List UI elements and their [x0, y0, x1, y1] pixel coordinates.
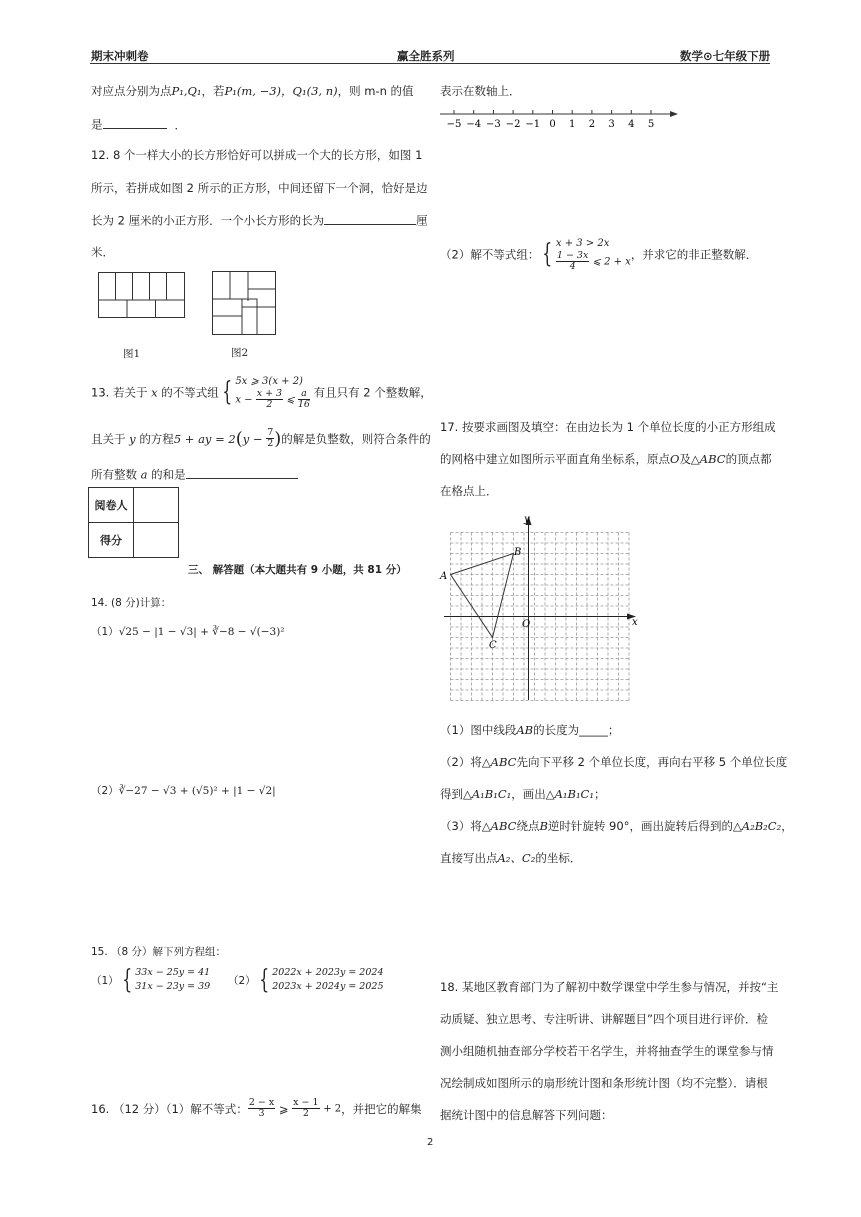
q18-line3: 测小组随机抽查部分学校若干名学生，并将抽查学生的课堂参与情: [440, 1044, 774, 1058]
number-line-label: 4: [628, 119, 635, 130]
math: 5 + ay = 2: [173, 431, 236, 446]
q13-line2: [91, 428, 431, 450]
q14-part1: [91, 624, 285, 639]
math: x: [151, 385, 158, 400]
math: ⩾: [278, 1101, 289, 1116]
q15-title: 15. （8 分）解下列方程组：: [91, 946, 227, 958]
text: 13. 若关于: [91, 385, 148, 400]
text: 的和是: [151, 467, 186, 482]
num: 7: [267, 427, 274, 438]
math: P₁,Q₁: [171, 84, 202, 98]
q15-part1: [91, 966, 210, 995]
equation-system: [135, 966, 210, 995]
number-line-label: −2: [505, 119, 521, 130]
text: 是: [91, 117, 103, 132]
q12-line3: [91, 212, 428, 229]
q17-part2b: [440, 786, 605, 802]
label-B: B: [514, 547, 522, 558]
den: 4: [569, 261, 576, 273]
text: （1）图中线段: [440, 723, 517, 737]
text: 长为 2 厘米的小正方形．一个小长方形的长为: [91, 213, 325, 228]
brace: {: [121, 965, 132, 996]
text: 的解是负整数，则符合条件的: [281, 431, 431, 446]
math: A₂B₂C₂: [741, 819, 782, 833]
math: P₁(m, −3): [224, 84, 282, 98]
text: ，若: [201, 84, 225, 98]
text: ，则 m-n 的值: [337, 84, 414, 98]
math: O: [670, 452, 680, 466]
num: a: [298, 389, 310, 400]
q18-line1: 18. 某地区教育部门为了解初中数学课堂中学生参与情况，并按“主: [440, 980, 779, 994]
text: ，并把它的解集: [341, 1101, 422, 1116]
number-line-label: −1: [525, 119, 541, 130]
math: + 2: [323, 1103, 342, 1115]
text: ，画出△: [511, 787, 555, 801]
eq: 33x − 25y = 41: [135, 967, 211, 978]
q18-line4: 况绘制成如图所示的扇形统计图和条形统计图（均不完整）．请根: [440, 1076, 768, 1090]
q17-line2: [440, 451, 772, 467]
label: （2）: [228, 974, 256, 987]
q17-line3: 在格点上．: [440, 484, 498, 498]
q16-line2: 表示在数轴上．: [440, 84, 521, 98]
score-cell[interactable]: [134, 523, 179, 558]
eq: 2022x + 2023y = 2024: [272, 967, 384, 978]
math: a: [140, 467, 148, 482]
q17-part3b: [440, 850, 581, 866]
text: ，: [781, 819, 793, 833]
math: AB: [516, 723, 534, 737]
math: A₁B₁C₁: [471, 787, 512, 801]
text: ，并求它的非正整数解．: [630, 247, 758, 262]
header-center: 赢全胜系列: [397, 49, 455, 63]
paren: (: [235, 428, 243, 450]
q17-part3: [440, 818, 793, 834]
q18-line2: 动质疑、独立思考、专注听讲、讲解题目”四个项目进行评价．检: [440, 1012, 768, 1026]
q11-continued-line: [91, 83, 414, 99]
label: （2）: [91, 785, 119, 797]
text: 所有整数: [91, 467, 137, 482]
ineq1: x + 3 > 2x: [555, 238, 610, 249]
fraction: [298, 389, 310, 411]
text: 的方程: [139, 431, 174, 446]
q16-line1: [91, 1098, 422, 1120]
q18-line5: 据统计图中的信息解答下列问题：: [440, 1108, 613, 1122]
text: ．: [174, 117, 186, 132]
q11-answer-line: [91, 116, 186, 133]
text: 绕点: [516, 819, 540, 833]
text: 先向下平移 2 个单位长度，再向右平移 5 个单位长度: [516, 755, 788, 769]
figure2-square: [212, 271, 278, 337]
math: x −: [235, 394, 253, 406]
text: 及△: [679, 452, 700, 466]
label-x: x: [632, 617, 638, 628]
text: 的顶点都: [725, 452, 772, 466]
eq: 2023x + 2024y = 2025: [272, 981, 384, 993]
header-rule: [90, 63, 770, 64]
q13-line1: [91, 374, 432, 414]
text: 有且只有 2 个整数解，: [313, 385, 432, 400]
ineq1: 5x ⩾ 3(x + 2): [235, 376, 303, 387]
figure1-caption: 图1: [123, 348, 141, 360]
q12-line2: 所示，若拼成如图 2 所示的正方形，中间还留下一个洞，恰好是边: [91, 181, 428, 195]
page-number: 2: [427, 1137, 434, 1148]
number-line-label: 1: [569, 119, 576, 130]
inequality-system: [556, 236, 631, 273]
label: （1）: [91, 626, 119, 638]
text: ；: [593, 787, 606, 801]
text: 且关于: [91, 431, 126, 446]
score-table: [88, 487, 179, 558]
math: ABC: [699, 452, 726, 466]
text: 的网格中建立如图所示平面直角坐标系，原点: [440, 452, 670, 466]
inequality-system: [235, 374, 310, 411]
math: ABC: [490, 819, 517, 833]
q15-part2: [228, 966, 384, 995]
text: 16. （12 分）（1）解不等式：: [91, 1101, 248, 1116]
q13-line3: [91, 466, 298, 483]
answer-blank[interactable]: [103, 116, 167, 129]
ineq2: [556, 251, 631, 273]
figure1-rectangles: [98, 272, 186, 320]
label-y: y: [524, 514, 530, 525]
score-label: 得分: [89, 523, 134, 558]
paren: ): [274, 428, 282, 450]
label-A: A: [440, 571, 448, 582]
math: √25 − |1 − √3| + ∛−8 − √(−3)²: [118, 626, 285, 638]
ineq2: [235, 389, 310, 411]
q16-part2: [440, 236, 757, 278]
text: （3）将△: [440, 819, 491, 833]
q14-part2: [91, 783, 276, 798]
num: 1 − 3x: [556, 250, 589, 261]
text: 对应点分别为点: [91, 84, 172, 98]
brace: {: [222, 377, 233, 408]
text: 逆时针旋转 90°，画出旋转后得到的△: [547, 819, 742, 833]
text: （2）将△: [440, 755, 491, 769]
math: B: [539, 819, 548, 833]
number-line-label: 3: [608, 119, 615, 130]
fraction: [556, 251, 589, 273]
brace: {: [542, 239, 553, 270]
q12-line1: 12. 8 个一样大小的长方形恰好可以拼成一个大的长方形，如图 1: [91, 148, 423, 162]
number-line-label: 5: [647, 119, 655, 130]
math: ⩽: [286, 394, 295, 406]
answer-blank[interactable]: [324, 212, 416, 225]
eq: 31x − 23y = 39: [135, 981, 211, 993]
coordinate-grid: [438, 512, 642, 702]
math: ，Q₁(3, n): [281, 84, 338, 98]
q17-part1: [440, 722, 619, 738]
den: 16: [297, 399, 310, 411]
figure2-caption: 图2: [231, 347, 249, 359]
text: （2）解不等式组：: [440, 247, 540, 262]
label-O: O: [522, 619, 531, 630]
text: 厘: [416, 213, 428, 228]
math: ABC: [490, 755, 517, 769]
number-line-label: −4: [466, 119, 482, 130]
number-line-label: −5: [446, 119, 462, 130]
text: 的坐标．: [535, 851, 582, 865]
math: A₂、C₂: [497, 851, 536, 865]
fraction: [292, 1098, 319, 1120]
number-line-label: 2: [588, 119, 596, 130]
fraction: [248, 1098, 275, 1120]
reviewer-cell[interactable]: [134, 488, 179, 523]
math: y: [129, 431, 136, 446]
q14-title: 14. (8 分)计算：: [91, 597, 172, 609]
label-C: C: [489, 640, 497, 651]
text: 直接写出点: [440, 851, 498, 865]
den: 2: [267, 438, 274, 450]
text: 的不等式组: [161, 385, 219, 400]
math: ∛−27 − √3 + (√5)² + |1 − √2|: [118, 785, 276, 797]
q17-part2: [440, 754, 787, 770]
section3-title: 三、 解答题（本大题共有 9 小题，共 81 分）: [188, 564, 407, 576]
brace: {: [258, 965, 269, 996]
label: （1）: [91, 974, 119, 987]
den: 3: [258, 1108, 265, 1120]
number-line-label: −3: [486, 119, 501, 130]
number-line-label: 0: [549, 119, 556, 130]
num: x + 3: [256, 388, 283, 399]
equation-system: [272, 966, 383, 995]
header-left: 期末冲刺卷: [91, 49, 149, 63]
answer-blank[interactable]: [186, 466, 298, 479]
header-right: 数学⊙七年级下册: [680, 49, 771, 63]
fraction: [256, 389, 283, 411]
text: 的长度为_____；: [533, 723, 620, 737]
number-line: [440, 108, 680, 130]
math: A₁B₁C₁: [554, 787, 594, 801]
num: x − 1: [293, 1097, 319, 1108]
math: ⩽ 2 + x: [592, 256, 631, 268]
den: 2: [302, 1108, 309, 1120]
math: y −: [242, 431, 263, 446]
q17-line1: 17. 按要求画图及填空：在由边长为 1 个单位长度的小正方形组成: [440, 420, 776, 434]
q12-line4: 米．: [91, 245, 114, 259]
den: 2: [266, 399, 273, 411]
num: 2 − x: [248, 1097, 275, 1108]
reviewer-label: 阅卷人: [89, 488, 134, 523]
text: 得到△: [440, 787, 472, 801]
